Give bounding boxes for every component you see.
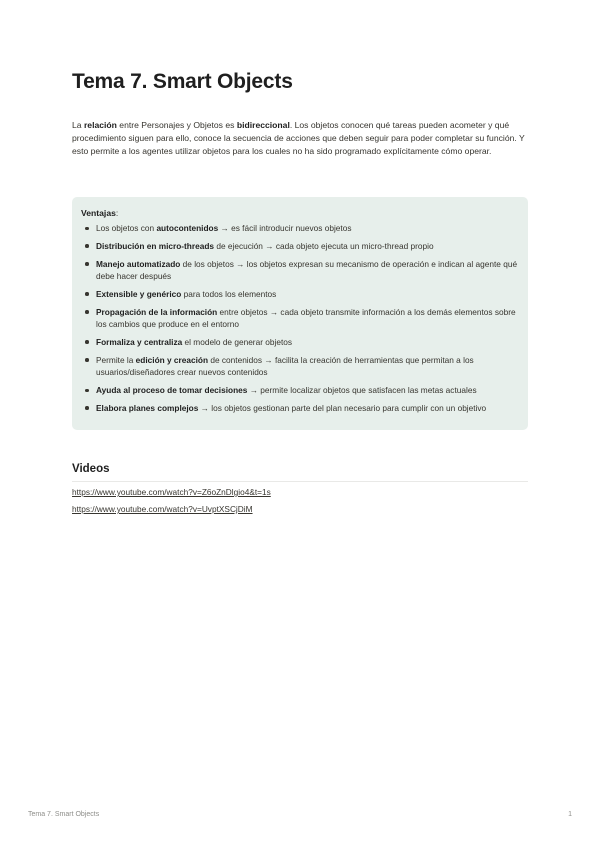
list-item: [81, 354, 518, 379]
videos-heading: Videos: [72, 463, 110, 475]
item-bold: Manejo automatizado: [96, 258, 181, 269]
item-text: → es fácil introducir nuevos objetos: [218, 223, 352, 233]
section-divider: [72, 481, 528, 482]
intro-paragraph: [72, 119, 528, 158]
page-title: Tema 7. Smart Objects: [72, 70, 293, 93]
item-text: Permite la: [96, 354, 136, 365]
item-bold: Extensible y genérico: [96, 288, 182, 299]
intro-bold-bidireccional: bidireccional: [236, 120, 290, 130]
item-bold: Formaliza y centraliza: [96, 336, 183, 347]
item-text: de los objetos → los objetos expresan su mecanismo de operación e indican al agente qué debe hacer después: [96, 258, 518, 282]
video-link-2[interactable]: https://www.youtube.com/watch?v=UvptXSCjDiM: [72, 504, 253, 514]
intro-text: . Los objetos conocen qué tareas pueden acometer y qué procedimiento siguen para ello, conoce la secuencia de acciones que deben seguir para poder completar su función. Y esto permite a los agentes utilizar objetos para los cuales no ha sido programado explícitamente cómo operar.: [72, 120, 525, 156]
item-text: de contenidos → facilita la creación de herramientas que permitan a los usuarios/diseñadores crear nuevos contenidos: [96, 354, 474, 378]
list-item: [81, 222, 518, 235]
callout-heading-colon: :: [115, 208, 119, 218]
item-text: → permite localizar objetos que satisfacen las metas actuales: [247, 385, 477, 396]
item-bold: Elabora planes complejos: [96, 402, 199, 413]
list-item: [81, 258, 518, 283]
item-bold: Distribución en micro-threads: [96, 240, 215, 251]
item-text: de ejecución → cada objeto ejecuta un micro-thread propio: [214, 240, 434, 251]
footer-page-number: 1: [568, 811, 572, 818]
item-text: el modelo de generar objetos: [182, 336, 293, 347]
intro-text: La: [72, 120, 84, 130]
intro-bold-relacion: relación: [83, 120, 117, 130]
item-bold: Ayuda al proceso de tomar decisiones: [96, 385, 248, 396]
advantages-list: [81, 222, 518, 414]
intro-text: entre Personajes y Objetos es: [116, 120, 237, 130]
item-bold: Propagación de la información: [96, 306, 218, 317]
item-text: para todos los elementos: [181, 288, 277, 299]
video-link-1[interactable]: https://www.youtube.com/watch?v=Z6oZnDlgio4&t=1s: [72, 487, 271, 497]
list-item: [81, 384, 518, 397]
callout-heading-label: Ventajas: [81, 208, 116, 218]
list-item: [81, 288, 518, 301]
callout-heading: [81, 207, 518, 219]
list-item: [81, 402, 518, 415]
list-item: [81, 336, 518, 349]
item-text: entre objetos → cada objeto transmite información a los demás elementos sobre los cambios que produce en el entorno: [96, 306, 516, 330]
item-bold: autocontenidos: [156, 223, 219, 233]
item-bold: edición y creación: [135, 354, 209, 365]
advantages-callout: [72, 197, 528, 430]
item-text: Los objetos con: [96, 223, 157, 233]
list-item: [81, 306, 518, 331]
footer-document-title: Tema 7. Smart Objects: [28, 811, 100, 818]
item-text: → los objetos gestionan parte del plan necesario para cumplir con un objetivo: [198, 402, 487, 413]
list-item: [81, 240, 518, 253]
